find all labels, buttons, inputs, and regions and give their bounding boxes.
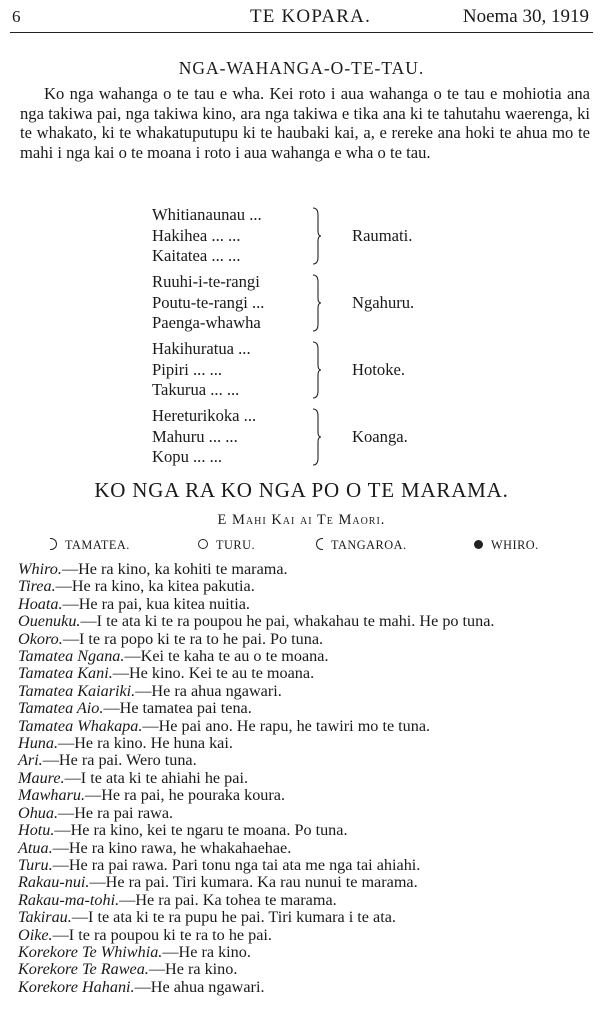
moon-phase-legend: [42, 538, 582, 556]
day-name: Ohua.: [18, 803, 59, 822]
season-group: [152, 205, 512, 269]
day-description: —He ra kino.: [148, 960, 238, 979]
day-description: —He ra pai. Ka tohea te marama.: [119, 890, 337, 909]
day-description: —He ra pai, he pouraka koura.: [85, 786, 286, 805]
day-name: Tirea.: [18, 577, 56, 596]
day-name: Tamatea Whakapa.: [18, 716, 143, 735]
list-item: [18, 927, 596, 944]
list-item: [18, 840, 596, 857]
list-item: [18, 596, 596, 613]
month-name: Hakihea ... ...: [152, 225, 241, 245]
day-name: Maure.: [18, 768, 65, 787]
day-description: —He ra pai. Tiri kumara. Ka rau nunui te marama.: [89, 873, 418, 892]
legend-item: [316, 538, 407, 553]
day-description: —I te ra popo ki te ra to he pai. Po tuna.: [62, 629, 324, 648]
section-subtitle: E Mahi Kai ai Te Maori.: [217, 512, 386, 528]
intro-paragraph: Ko nga wahanga o te tau e wha. Kei roto i aua wahanga o te tau e mohiotia ana nga takiwa pai, nga takiwa kino, ara nga takiwa e tika ana ki te tahutahu waerenga, ki te whakato, ki te whakatuputupu ki te haubaki kai, a, e rereke ana hoki te ahua mo te mahi i nga kai o te moana i roto i aua wahanga e wha o te tau.: [20, 84, 590, 162]
day-description: —He ra pai rawa.: [58, 803, 174, 822]
issue-date: Noema 30, 1919: [462, 6, 589, 27]
day-name: Ouenuku.: [18, 612, 81, 631]
day-description: —He kino. Kei te au te moana.: [112, 664, 315, 683]
day-description: —He tamatea pai tena.: [103, 699, 252, 718]
list-item: [18, 718, 596, 735]
list-item: [18, 735, 596, 752]
list-item: [18, 700, 596, 717]
day-description: —He ra pai. Wero tuna.: [42, 751, 197, 770]
day-name: Takirau.: [18, 908, 72, 927]
list-item: [18, 665, 596, 682]
month-name: Poutu-te-rangi ...: [152, 292, 265, 312]
day-description: —He ra kino. He huna kai.: [58, 734, 233, 753]
list-item: [18, 787, 596, 804]
list-item: [18, 805, 596, 822]
day-name: Mawharu.: [18, 786, 86, 805]
list-item: [18, 892, 596, 909]
legend-item: [474, 538, 539, 553]
month-name: Kopu ... ...: [152, 447, 223, 467]
day-name: Hoata.: [18, 594, 63, 613]
legend-item: [50, 538, 130, 553]
day-description: —He ra pai, kua kitea nuitia.: [62, 594, 250, 613]
list-item: [18, 944, 596, 961]
list-item: [18, 979, 596, 996]
list-item: [18, 857, 596, 874]
day-name: Tamatea Ngana.: [18, 647, 125, 666]
month-list: [152, 339, 324, 401]
masthead: TE KOPARA.: [249, 6, 372, 27]
list-item: [18, 631, 596, 648]
curly-brace-icon: [312, 408, 321, 466]
month-list: [152, 406, 324, 468]
month-name: Kaitatea ... ...: [152, 246, 241, 266]
section-title-seasons: NGA-WAHANGA-O-TE-TAU.: [178, 58, 425, 78]
first-quarter-moon-icon: [50, 538, 57, 550]
season-name: Ngahuru.: [352, 293, 415, 312]
day-description: —He ra pai rawa. Pari tonu nga tai ata me nga tai ahiahi.: [52, 855, 421, 874]
month-name: Ruuhi-i-te-rangi: [152, 272, 260, 291]
legend-item: [198, 538, 255, 553]
legend-label: TURU.: [216, 538, 256, 552]
month-name: Mahuru ... ...: [152, 426, 238, 446]
day-name: Ari.: [18, 751, 43, 770]
month-name: Whitianaunau ...: [152, 205, 262, 224]
day-description: —Kei te kaha te au o te moana.: [124, 647, 329, 666]
month-list: [152, 272, 324, 334]
header-rule: [10, 32, 593, 33]
day-name: Okoro.: [18, 629, 63, 648]
day-name: Whiro.: [18, 560, 62, 578]
day-name: Huna.: [18, 734, 59, 753]
day-name: Tamatea Kani.: [18, 664, 113, 683]
curly-brace-icon: [312, 274, 321, 332]
new-moon-icon: [474, 540, 483, 549]
day-description: —He ahua ngawari.: [134, 977, 265, 996]
day-name: Rakau-nui.: [18, 873, 90, 892]
day-name: Turu.: [18, 855, 53, 874]
day-description: —He ra kino, kei te ngaru te moana. Po tuna.: [54, 821, 348, 840]
list-item: [18, 770, 596, 787]
month-name: Hereturikoka ...: [152, 406, 257, 425]
list-item: [18, 578, 596, 595]
day-name: Rakau-ma-tohi.: [18, 890, 120, 909]
running-header: [12, 4, 589, 30]
day-description: —He ra kino rawa, he whakahaehae.: [52, 838, 292, 857]
full-moon-icon: [198, 539, 208, 549]
list-item: [18, 909, 596, 926]
day-name: Korekore Hahani.: [18, 977, 135, 996]
day-name: Hotu.: [18, 821, 55, 840]
day-name: Atua.: [18, 838, 53, 857]
day-description: —He ra kino.: [162, 942, 251, 961]
legend-label: TAMATEA.: [65, 538, 130, 552]
page-number: 6: [12, 7, 21, 26]
seasons-table: [152, 205, 512, 473]
month-list: [152, 205, 324, 267]
list-item: [18, 752, 596, 769]
month-name: Takurua ... ...: [152, 380, 240, 400]
list-item: [18, 822, 596, 839]
season-name: Hotoke.: [352, 360, 405, 379]
day-name: Korekore Te Rawea.: [18, 960, 149, 979]
moon-day-list: [18, 561, 596, 996]
day-name: Oike.: [18, 925, 53, 944]
list-item: [18, 874, 596, 891]
day-description: —I te ata ki te ra poupou he pai, whakahau te mahi. He po tuna.: [80, 612, 495, 631]
list-item: [18, 613, 596, 630]
list-item: [18, 561, 596, 578]
last-quarter-moon-icon: [316, 538, 323, 550]
season-group: [152, 272, 512, 336]
day-description: —He pai ano. He rapu, he tawiri mo te tuna.: [142, 716, 431, 735]
day-name: Tamatea Aio.: [18, 699, 104, 718]
day-name: Tamatea Kaiariki.: [18, 681, 136, 700]
list-item: [18, 961, 596, 978]
day-description: —He ra ahua ngawari.: [135, 681, 282, 700]
list-item: [18, 648, 596, 665]
curly-brace-icon: [312, 341, 321, 399]
curly-brace-icon: [312, 207, 321, 265]
legend-label: WHIRO.: [491, 538, 539, 552]
month-name: Pipiri ... ...: [152, 359, 223, 379]
day-description: —I te ata ki te ra pupu he pai. Tiri kumara i te ata.: [71, 908, 396, 927]
day-name: Korekore Te Whiwhia.: [18, 942, 163, 961]
day-description: —He ra kino, ka kitea pakutia.: [55, 577, 255, 596]
legend-label: TANGAROA.: [331, 538, 407, 552]
season-group: [152, 406, 512, 470]
day-description: —He ra kino, ka kohiti te marama.: [61, 560, 288, 578]
list-item: [18, 683, 596, 700]
month-name: Hakihuratua ...: [152, 339, 251, 358]
season-name: Raumati.: [352, 226, 413, 245]
season-name: Koanga.: [352, 427, 408, 446]
section-title-moon-days: KO NGA RA KO NGA PO O TE MARAMA.: [94, 478, 509, 502]
month-name: Paenga-whawha: [152, 313, 261, 333]
season-group: [152, 339, 512, 403]
day-description: —I te ra poupou ki te ra to he pai.: [52, 925, 272, 944]
day-description: —I te ata ki te ahiahi he pai.: [64, 768, 248, 787]
